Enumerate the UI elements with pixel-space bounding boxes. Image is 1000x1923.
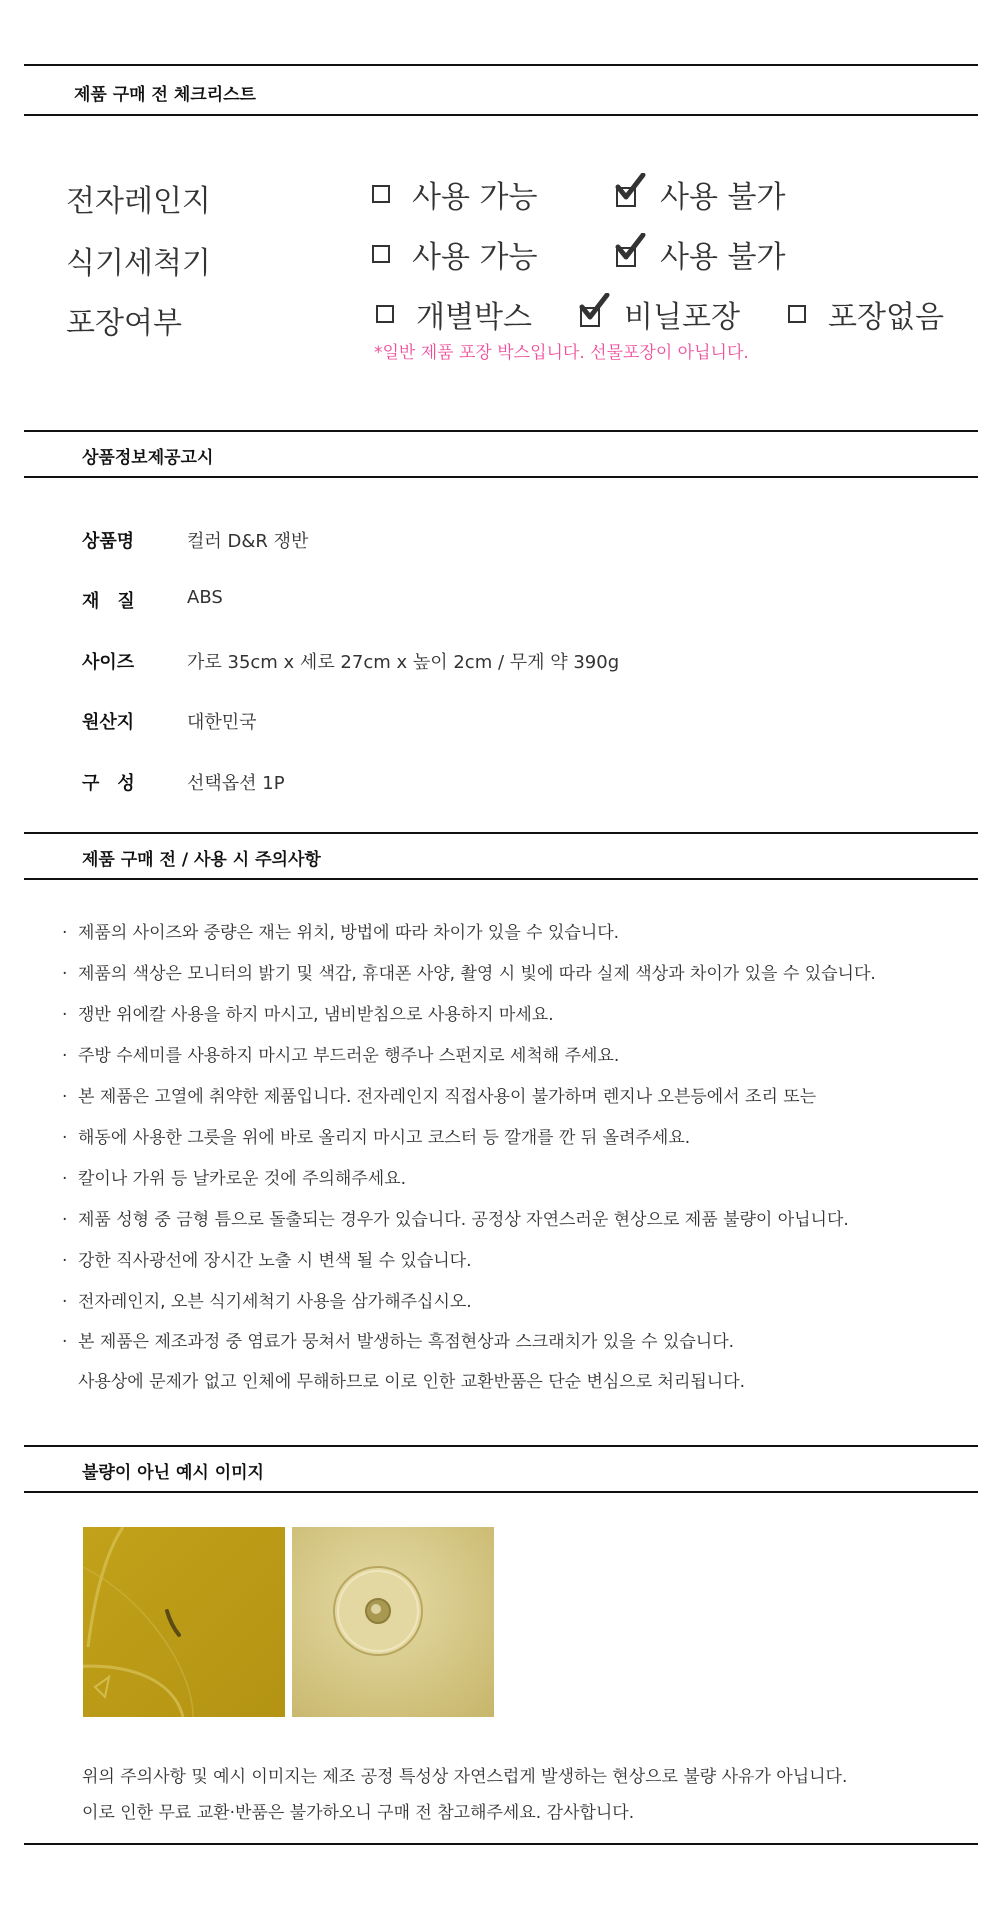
- bullet-dot: ·: [62, 1292, 68, 1312]
- caution-title-rule: [24, 878, 978, 880]
- caution-top-rule: [24, 832, 978, 834]
- info-title-rule: [24, 476, 978, 478]
- option-label: 사용 가능: [412, 240, 538, 275]
- caution-item-text: 칼이나 가위 등 날카로운 것에 주의해주세요.: [78, 1169, 407, 1189]
- bottom-rule: [24, 1843, 978, 1845]
- caution-item: [62, 1082, 816, 1107]
- row-label-packaging: 포장여부: [66, 306, 182, 341]
- checklist-title-rule: [24, 114, 978, 116]
- caution-continuation: 사용상에 문제가 없고 인체에 무해하므로 이로 인한 교환반품은 단순 변심으로 처리됩니다.: [78, 1372, 746, 1392]
- bullet-dot: ·: [62, 1332, 68, 1352]
- caution-item: [62, 1246, 472, 1271]
- checklist-title: 제품 구매 전 체크리스트: [74, 85, 256, 105]
- bullet-dot: ·: [62, 1169, 68, 1189]
- row-label-dishwasher: 식기세척기: [66, 246, 211, 281]
- bullet-dot: ·: [62, 964, 68, 984]
- info-label-size: 사이즈: [82, 652, 135, 673]
- packaging-option-vinyl[interactable]: [580, 292, 740, 336]
- info-label-name: 상품명: [82, 531, 135, 552]
- info-value-origin: 대한민국: [187, 712, 257, 733]
- info-label-material: 재 질: [82, 591, 135, 612]
- caution-item: [62, 1000, 554, 1025]
- caution-item: [62, 918, 619, 943]
- packaging-note: *일반 제품 포장 박스입니다. 선물포장이 아닙니다.: [374, 343, 749, 363]
- info-label-origin: 원산지: [82, 712, 135, 733]
- bullet-dot: ·: [62, 1251, 68, 1271]
- caution-item-text: 본 제품은 고열에 취약한 제품입니다. 전자레인지 직접사용이 불가하며 렌지나 오븐등에서 조리 또는: [78, 1087, 817, 1107]
- checkmark-icon: [579, 293, 613, 327]
- option-label: 사용 불가: [660, 240, 786, 275]
- option-label: 사용 불가: [660, 180, 786, 215]
- info-value-material: ABS: [187, 587, 223, 608]
- info-value-name: 컬러 D&R 쟁반: [187, 531, 309, 552]
- info-value-composition: 선택옵션 1P: [187, 773, 285, 794]
- bullet-dot: ·: [62, 1005, 68, 1025]
- caution-item-text: 해동에 사용한 그릇을 위에 바로 올리지 마시고 코스터 등 깔개를 깐 뒤 올려주세요.: [78, 1128, 691, 1148]
- caution-item-text: 주방 수세미를 사용하지 마시고 부드러운 행주나 스펀지로 세척해 주세요.: [78, 1046, 620, 1066]
- examples-top-rule: [24, 1445, 978, 1447]
- caution-item: [62, 1041, 619, 1066]
- dishwasher-option-unavailable[interactable]: [616, 232, 785, 276]
- checkbox-unchecked[interactable]: [788, 305, 806, 323]
- checkbox-unchecked[interactable]: [372, 185, 390, 203]
- checkmark-icon: [615, 173, 649, 207]
- info-title: 상품정보제공고시: [82, 448, 214, 468]
- gate-mark-example-image: [292, 1527, 494, 1717]
- option-label: 사용 가능: [412, 180, 538, 215]
- bullet-dot: ·: [62, 1210, 68, 1230]
- caution-item-text: 강한 직사광선에 장시간 노출 시 변색 될 수 있습니다.: [78, 1251, 472, 1271]
- option-label: 개별박스: [416, 300, 532, 335]
- caution-item: [62, 1164, 406, 1189]
- info-value-size: 가로 35cm x 세로 27cm x 높이 2cm / 무게 약 390g: [187, 652, 620, 673]
- checkmark-icon: [615, 233, 649, 267]
- caution-item-text: 쟁반 위에칼 사용을 하지 마시고, 냄비받침으로 사용하지 마세요.: [78, 1005, 554, 1025]
- checkbox-unchecked[interactable]: [376, 305, 394, 323]
- caution-title: 제품 구매 전 / 사용 시 주의사항: [82, 850, 321, 870]
- checkbox-checked[interactable]: [616, 241, 642, 267]
- caution-item-text: 제품 성형 중 금형 틈으로 돌출되는 경우가 있습니다. 공정상 자연스러운 현상으로 제품 불량이 아닙니다.: [78, 1210, 849, 1230]
- caution-item: [62, 1205, 849, 1230]
- option-label: 비닐포장: [624, 300, 740, 335]
- row-label-microwave: 전자레인지: [66, 184, 211, 219]
- caution-item: [62, 1327, 734, 1352]
- caution-item-text: 제품의 색상은 모니터의 밝기 및 색감, 휴대폰 사양, 촬영 시 빛에 따라 실제 색상과 차이가 있을 수 있습니다.: [78, 964, 876, 984]
- caution-item-text: 본 제품은 제조과정 중 염료가 뭉쳐서 발생하는 흑점현상과 스크래치가 있을 수 있습니다.: [78, 1332, 735, 1352]
- checkbox-unchecked[interactable]: [372, 245, 390, 263]
- caution-item: [62, 1287, 472, 1312]
- examples-title: 불량이 아닌 예시 이미지: [82, 1463, 264, 1483]
- scratch-example-image: [83, 1527, 285, 1717]
- info-label-composition: 구 성: [82, 773, 135, 794]
- examples-footer-line1: 위의 주의사항 및 예시 이미지는 제조 공정 특성상 자연스럽게 발생하는 현상으로 불량 사유가 아닙니다.: [82, 1767, 848, 1787]
- caution-item: [62, 1123, 690, 1148]
- packaging-option-none[interactable]: [788, 292, 944, 336]
- option-label: 포장없음: [828, 300, 944, 335]
- bullet-dot: ·: [62, 1087, 68, 1107]
- bullet-dot: ·: [62, 1046, 68, 1066]
- checkbox-checked[interactable]: [580, 301, 606, 327]
- examples-footer-line2: 이로 인한 무료 교환·반품은 불가하오니 구매 전 참고해주세요. 감사합니다.: [82, 1803, 635, 1823]
- microwave-option-unavailable[interactable]: [616, 172, 785, 216]
- examples-title-rule: [24, 1491, 978, 1493]
- microwave-option-available[interactable]: [372, 172, 537, 216]
- caution-item: [62, 959, 876, 984]
- dishwasher-option-available[interactable]: [372, 232, 537, 276]
- info-top-rule: [24, 430, 978, 432]
- caution-item-text: 전자레인지, 오븐 식기세척기 사용을 삼가해주십시오.: [78, 1292, 472, 1312]
- caution-item-text: 제품의 사이즈와 중량은 재는 위치, 방법에 따라 차이가 있을 수 있습니다.: [78, 923, 620, 943]
- checkbox-checked[interactable]: [616, 181, 642, 207]
- top-rule: [24, 64, 978, 66]
- bullet-dot: ·: [62, 923, 68, 943]
- bullet-dot: ·: [62, 1128, 68, 1148]
- packaging-option-box[interactable]: [376, 292, 532, 336]
